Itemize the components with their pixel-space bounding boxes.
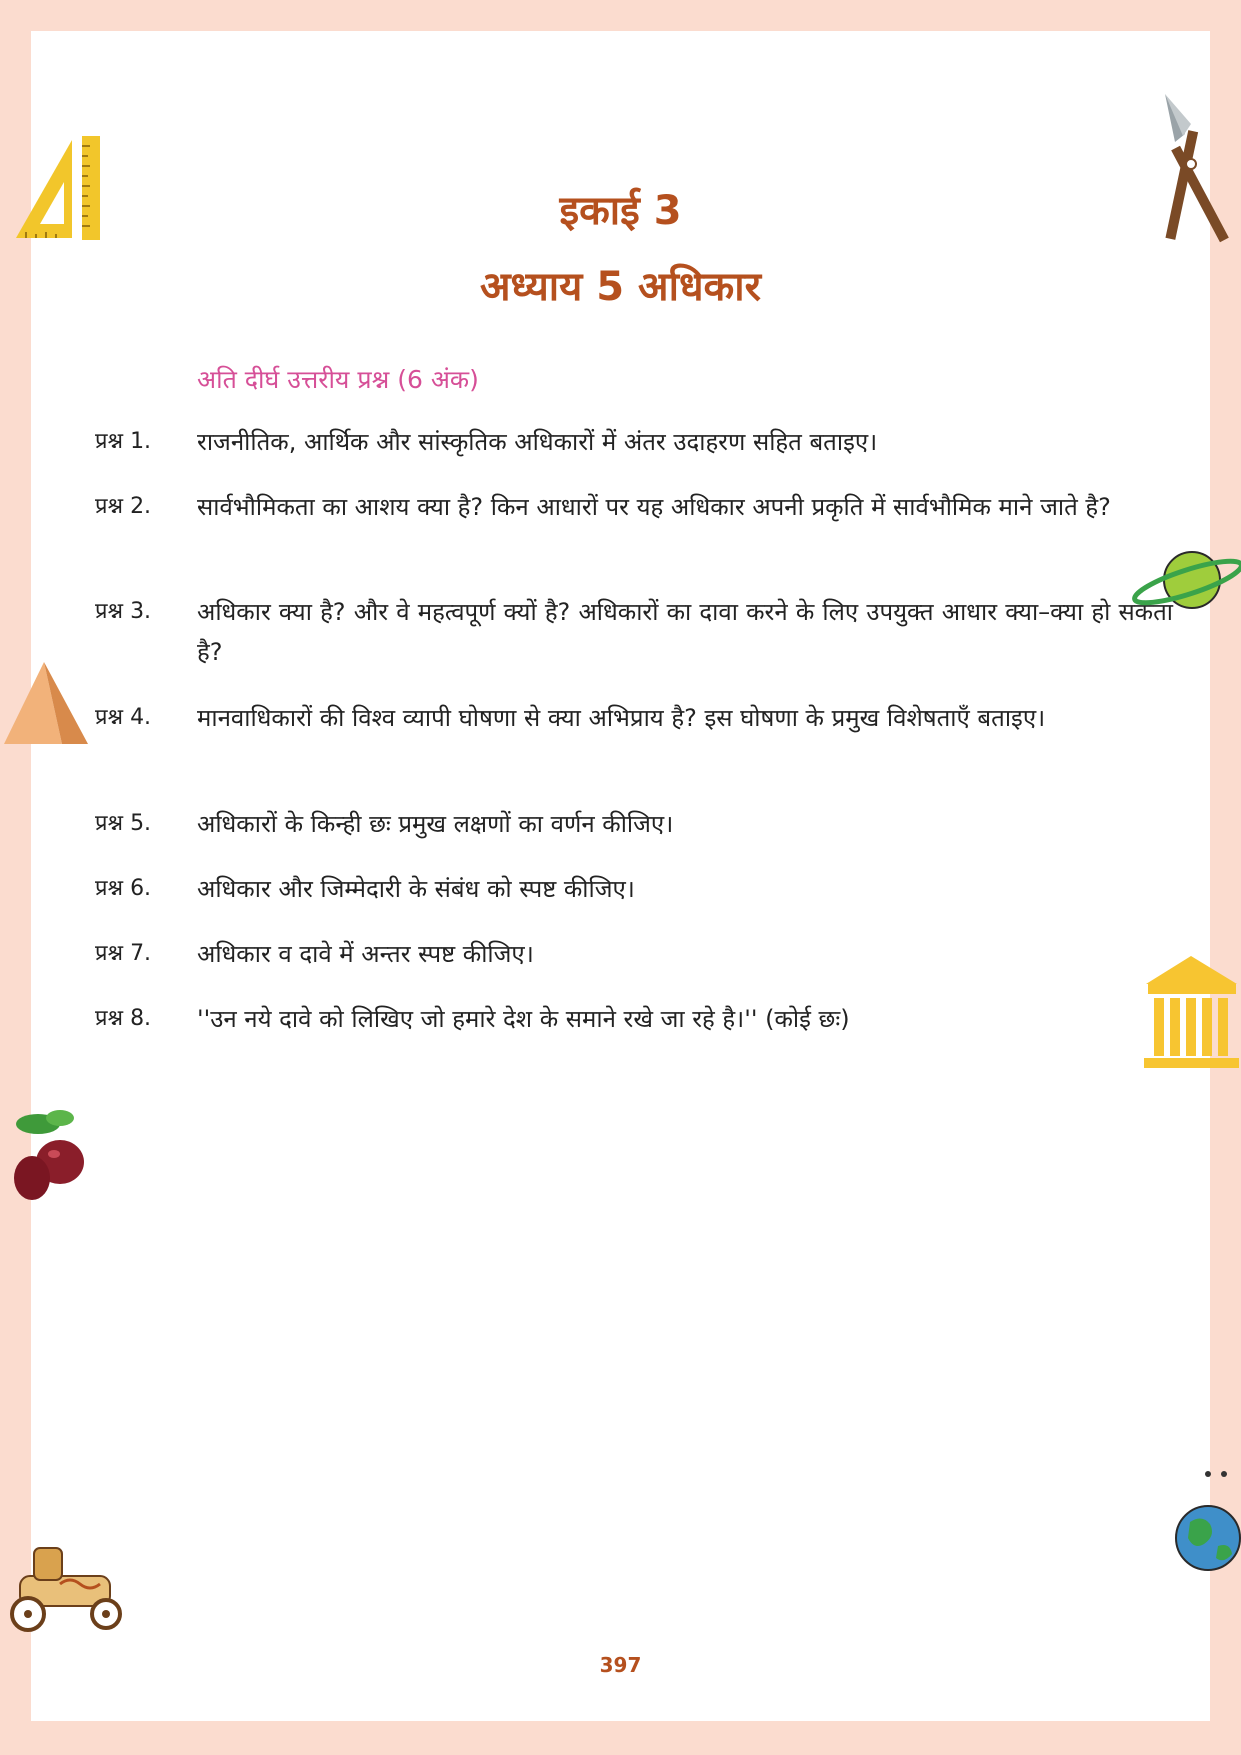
vintage-car-icon (0, 1536, 130, 1640)
question-text: ''उन नये दावे को लिखिए जो हमारे देश के समाने रखे जा रहे है।'' (कोई छः) (197, 1005, 850, 1033)
question-number: प्रश्न 6. (95, 876, 152, 901)
pyramid-icon (2, 660, 90, 746)
page-number: 397 (599, 1653, 642, 1677)
question-number: प्रश्न 1. (95, 429, 152, 454)
question-number: प्रश्न 3. (95, 599, 152, 624)
question-number: प्रश्न 2. (95, 494, 152, 519)
greek-temple-icon (1142, 954, 1241, 1070)
document-page (31, 31, 1210, 1721)
scissors-icon (1155, 94, 1241, 244)
chapter-title: अध्याय 5 अधिकार (479, 264, 761, 310)
jamun-fruit-icon (8, 1104, 88, 1208)
unit-title: इकाई 3 (559, 188, 682, 234)
question-number: प्रश्न 8. (95, 1006, 152, 1031)
question-text: अधिकार और जिम्मेदारी के संबंध को स्पष्ट कीजिए। (197, 875, 635, 903)
question-text: राजनीतिक, आर्थिक और सांस्कृतिक अधिकारों में अंतर उदाहरण सहित बताइए। (197, 428, 878, 456)
question-number: प्रश्न 4. (95, 705, 152, 730)
question-text: अधिकारों के किन्ही छः प्रमुख लक्षणों का वर्णन कीजिए। (197, 810, 674, 838)
set-square-ruler-icon (6, 132, 106, 244)
section-heading: अति दीर्घ उत्तरीय प्रश्न (6 अंक) (197, 365, 479, 394)
saturn-planet-icon (1130, 546, 1241, 616)
question-number: प्रश्न 7. (95, 941, 152, 966)
question-number: प्रश्न 5. (95, 811, 152, 836)
question-text: अधिकार क्या है? और वे महत्वपूर्ण क्यों है? अधिकारों का दावा करने के लिए उपयुक्त आधार क्या–क्या हो सकता है? (197, 598, 1173, 666)
question-text: अधिकार व दावे में अन्तर स्पष्ट कीजिए। (197, 940, 534, 968)
question-text: सार्वभौमिकता का आशय क्या है? किन आधारों पर यह अधिकार अपनी प्रकृति में सार्वभौमिक माने जाते है? (197, 493, 1111, 521)
globe-icon (1170, 1466, 1241, 1576)
question-text: मानवाधिकारों की विश्व व्यापी घोषणा से क्या अभिप्राय है? इस घोषणा के प्रमुख विशेषताएँ बताइए। (197, 704, 1046, 732)
